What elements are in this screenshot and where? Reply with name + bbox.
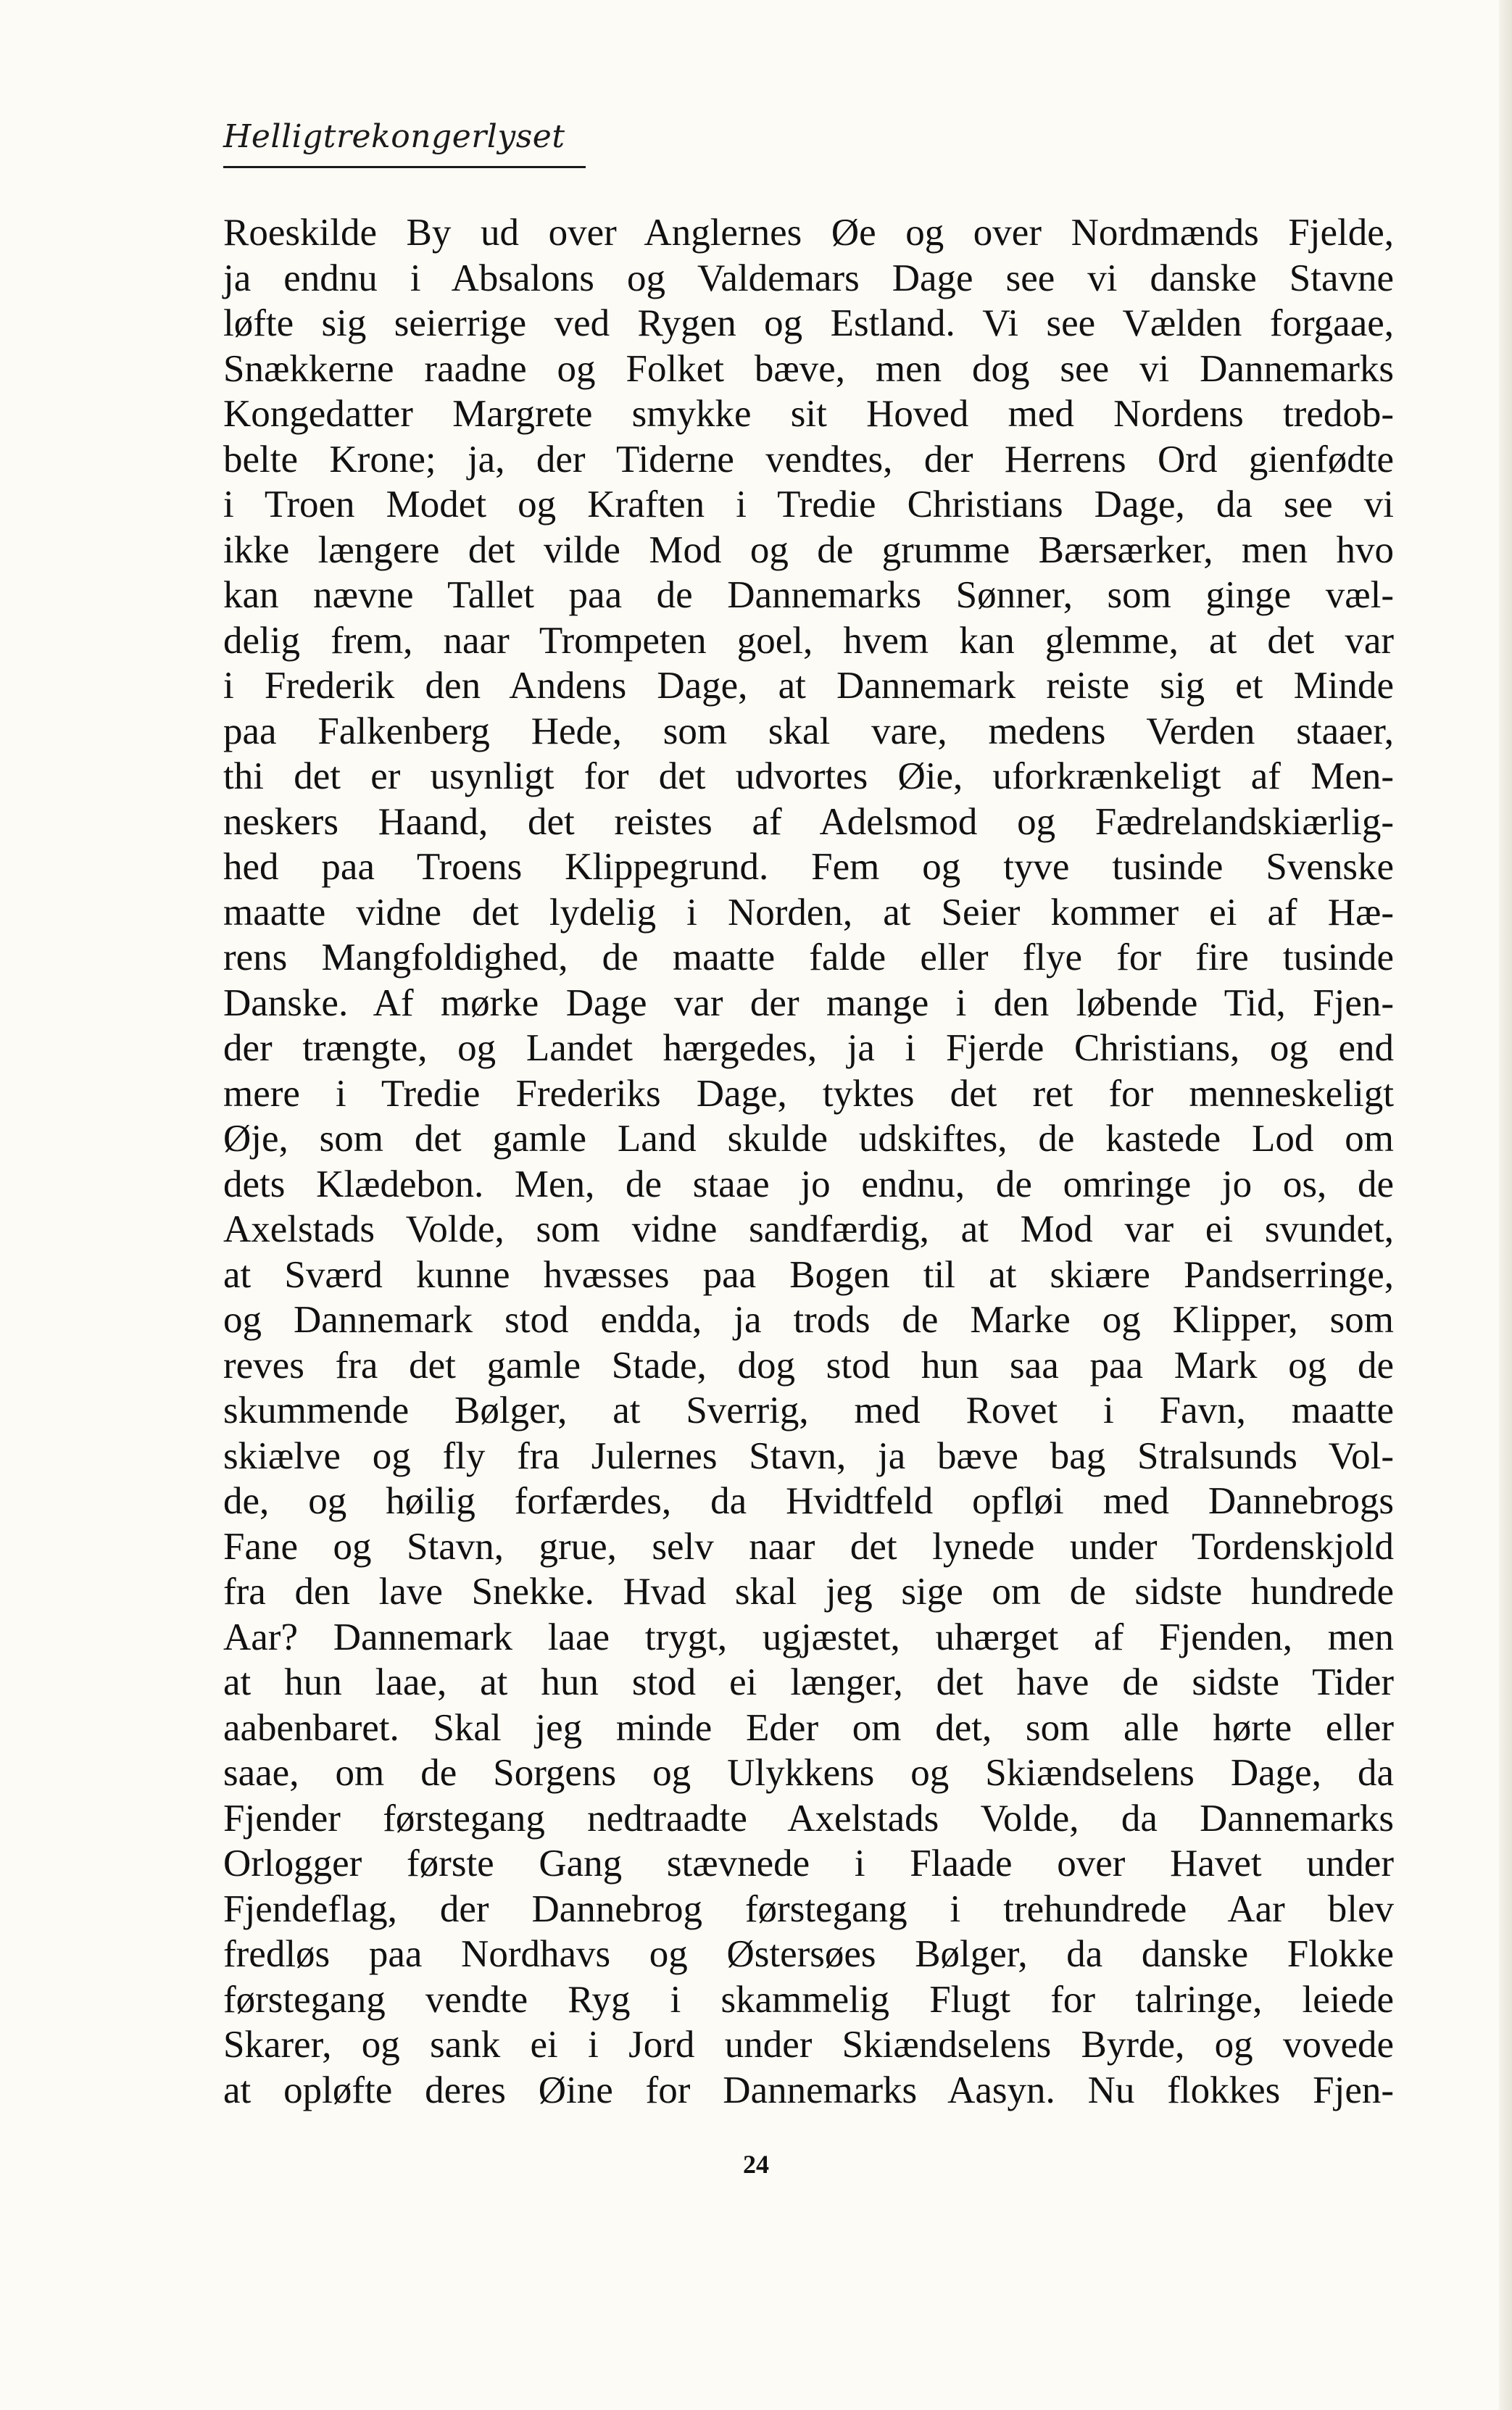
body-line: hed paa Troens Klippegrund. Fem og tyve tusinde Svenske [223, 846, 1394, 888]
body-line: Fjendeflag, der Dannebrog førstegang i trehundrede Aar blev [223, 1887, 1394, 1930]
body-line: at Sværd kunne hvæsses paa Bogen til at skiære Pandserringe, [223, 1253, 1394, 1296]
body-line: løfte sig seierrige ved Rygen og Estland. Vi see Vælden forgaae, [223, 302, 1394, 344]
body-line: Aar? Dannemark laae trygt, ugjæstet, uhærget af Fjenden, men [223, 1616, 1394, 1658]
body-line: mere i Tredie Frederiks Dage, tyktes det ret for menneskeligt [223, 1072, 1394, 1115]
body-line: Roeskilde By ud over Anglernes Øe og over Nordmænds Fjelde, [223, 212, 1394, 254]
body-line: at opløfte deres Øine for Dannemarks Aasyn. Nu flokkes Fjen- [223, 2069, 1394, 2111]
page-number: 24 [743, 2150, 769, 2179]
body-text [223, 210, 1394, 2113]
body-line: belte Krone; ja, der Tiderne vendtes, der Herrens Ord gienfødte [223, 438, 1394, 481]
body-line: maatte vidne det lydelig i Norden, at Seier kommer ei af Hæ- [223, 891, 1394, 934]
body-line: at hun laae, at hun stod ei længer, det have de sidste Tider [223, 1661, 1394, 1703]
body-line: ja endnu i Absalons og Valdemars Dage see vi danske Stavne [223, 257, 1394, 299]
body-line: Skarer, og sank ei i Jord under Skiændselens Byrde, og vovede [223, 2024, 1394, 2066]
body-line: dets Klædebon. Men, de staae jo endnu, de omringe jo os, de [223, 1163, 1394, 1205]
body-line: ikke længere det vilde Mod og de grumme Bærsærker, men hvo [223, 528, 1394, 571]
body-line: Kongedatter Margrete smykke sit Hoved med Nordens tredob- [223, 393, 1394, 435]
body-line: der trængte, og Landet hærgedes, ja i Fjerde Christians, og end [223, 1027, 1394, 1069]
body-line: neskers Haand, det reistes af Adelsmod og Fædrelandskiærlig- [223, 800, 1394, 843]
body-line: og Dannemark stod endda, ja trods de Marke og Klipper, som [223, 1299, 1394, 1341]
body-line: fredløs paa Nordhavs og Østersøes Bølger, da danske Flokke [223, 1933, 1394, 1975]
body-line: fra den lave Snekke. Hvad skal jeg sige om de sidste hundrede [223, 1571, 1394, 1613]
body-line: skiælve og fly fra Julernes Stavn, ja bæve bag Stralsunds Vol- [223, 1434, 1394, 1477]
body-line: Øje, som det gamle Land skulde udskiftes, de kastede Lod om [223, 1118, 1394, 1160]
running-head: Helligtrekongerlyset [223, 118, 565, 155]
body-line: rens Mangfoldighed, de maatte falde eller flye for fire tusinde [223, 936, 1394, 978]
body-line: skummende Bølger, at Sverrig, med Rovet i Favn, maatte [223, 1389, 1394, 1432]
body-line: Axelstads Volde, som vidne sandfærdig, at Mod var ei svundet, [223, 1208, 1394, 1250]
body-line: delig frem, naar Trompeten goel, hvem kan glemme, at det var [223, 619, 1394, 662]
body-line: thi det er usynligt for det udvortes Øie, uforkrænkeligt af Men- [223, 755, 1394, 797]
body-line: Fane og Stavn, grue, selv naar det lynede under Tordenskjold [223, 1525, 1394, 1568]
body-line: Fjender førstegang nedtraadte Axelstads Volde, da Dannemarks [223, 1797, 1394, 1840]
running-head-rule [223, 166, 586, 168]
body-line: i Troen Modet og Kraften i Tredie Christians Dage, da see vi [223, 483, 1394, 525]
body-line: de, og høilig forfærdes, da Hvidtfeld opfløi med Dannebrogs [223, 1480, 1394, 1522]
body-line: Orlogger første Gang stævnede i Flaade over Havet under [223, 1842, 1394, 1885]
body-line: aabenbaret. Skal jeg minde Eder om det, som alle hørte eller [223, 1706, 1394, 1749]
page-edge [1499, 0, 1512, 2410]
body-line: kan nævne Tallet paa de Dannemarks Sønner, som ginge væl- [223, 574, 1394, 616]
body-line: i Frederik den Andens Dage, at Dannemark reiste sig et Minde [223, 665, 1394, 707]
body-line: Danske. Af mørke Dage var der mange i den løbende Tid, Fjen- [223, 981, 1394, 1024]
body-line: reves fra det gamle Stade, dog stod hun saa paa Mark og de [223, 1344, 1394, 1387]
body-line: saae, om de Sorgens og Ulykkens og Skiændselens Dage, da [223, 1752, 1394, 1794]
body-line: Snækkerne raadne og Folket bæve, men dog see vi Dannemarks [223, 347, 1394, 390]
body-line: paa Falkenberg Hede, som skal vare, medens Verden staaer, [223, 710, 1394, 752]
body-line: førstegang vendte Ryg i skammelig Flugt for talringe, leiede [223, 1978, 1394, 2021]
